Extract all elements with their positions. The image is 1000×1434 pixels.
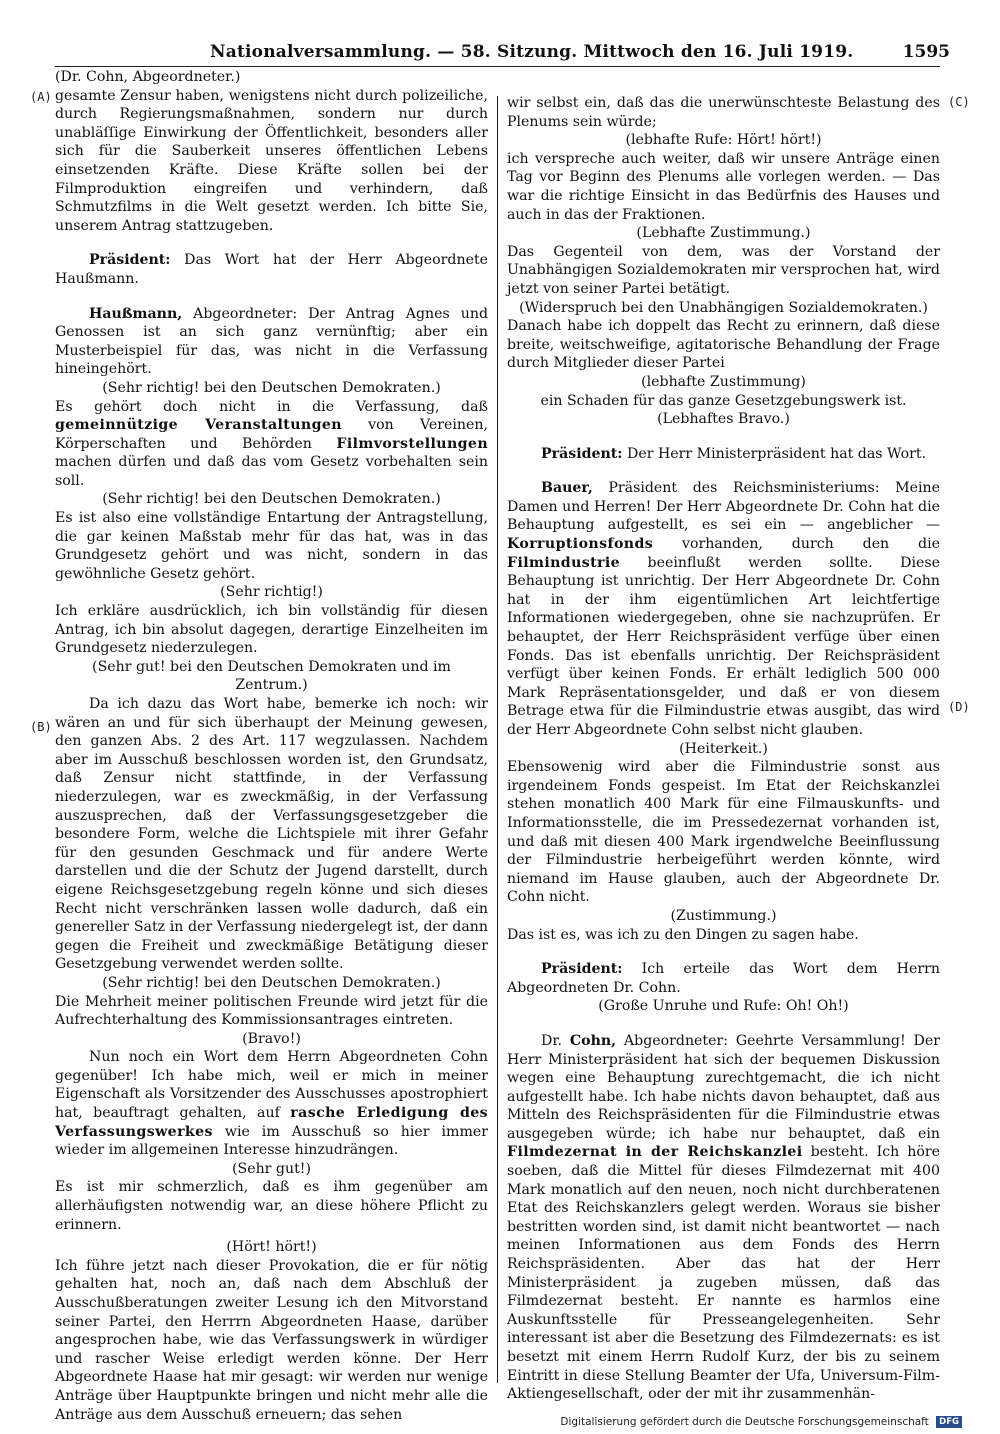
speaker-name: Präsident: [89,252,171,269]
paragraph: Das ist es, was ich zu den Dingen zu sagen habe. [507,926,859,943]
emphasis: Korruptionsfonds [507,536,654,553]
speech-paragraph [55,305,488,379]
emphasis: Filmdezernat in der Reichskanzlei [507,1144,803,1161]
paragraph: ein Schaden für das ganze Gesetzgebungswerk ist. [540,392,907,409]
text-run: wie im Ausschuß so hier immer wieder im allgemeinen Interesse hinzudrängen. [55,1123,488,1159]
text-run: besteht. Ich höre soeben, daß die Mittel für dieses Filmdezernat mit 400 Mark monatlich auf den neuen, noch nicht durchberatenen Etat des Reichskanzlers gelegt werden. Woraus sie bisher bestritten worden sind, ist damit nicht beantwortet — nach meinen Informationen aus dem Fonds des Herrn Reichspräsidenten. Aber das hat der Herr Ministerpräsident ja zugeben müssen, daß das Filmdezernat besteht. Er nannte es harmlos eine Auskunftsstelle für Presseangelegenheiten. Sehr interessant ist aber die Besetzung des Filmdezernats: es ist besetzt mit einem Herrn Rudolf Kurz, der bis zu seinem Eintritt in diese Stellung Beamter der Ufa, Universum-Film-Aktiengesellschaft, oder der mit ihr zusammenhän- [507,1144,940,1403]
margin-mark-b: (B) [30,720,52,734]
paragraph: ich verspreche auch weiter, daß wir unsere Anträge einen Tag vor Beginn des Plenums alle vorlegen werden. — Das war die richtige Einsicht in das Bedürfnis des Hauses und auch in das der Fraktionen. [507,150,940,223]
paragraph: Ebensowenig wird aber die Filmindustrie sonst aus irgendeinem Fonds gespeist. Im Etat der Reichskanzlei stehen monatlich 400 Mark für eine Filmauskunfts- und Informationsstelle, die im Pressedezernat vorhanden ist, und daß mit diesen 400 Mark irgendwelche Beeinflussung der Filmindustrie herbeigeführt werden könnte, wird niemand im Hause glauben, auch der Abgeordnete Dr. Cohn nicht. [507,759,940,906]
paragraph: Ich erkläre ausdrücklich, ich bin vollständig für diesen Antrag, ich bin absolut dagegen, derartige Einzelheiten im Grundgesetz niederzulegen. [55,603,488,657]
running-speaker-note: (Dr. Cohn, Abgeordneter.) [55,69,241,85]
speaker-name: Haußmann, [89,305,183,322]
speech-paragraph [507,479,940,739]
speech-paragraph [55,251,488,288]
interjection: (Sehr richtig! bei den Deutschen Demokraten.) [102,379,441,396]
text-run: beeinflußt werden sollte. Diese Behauptung ist unrichtig. Der Herr Abgeordnete Dr. Cohn hat in der ihm eigentümlichen Art leichtfertige Informationen wiedergegeben, ohne sie nachzuprüfen. Er behauptet, der Herr Reichspräsident verfüge über einen Fonds. Das ist ebenfalls unrichtig. Der Reichspräsident verfügt über keinen Fonds. Er erhält lediglich 500 000 Mark Repräsentationsgelder, und daß er von diesem Betrage etwa für die Filmindustrie etwas ausgibt, das wird der Herr Abgeordnete Cohn selbst nicht glauben. [507,554,940,738]
interjection: (Bravo!) [242,1030,301,1047]
paragraph [55,398,488,491]
margin-mark-a: (A) [30,90,52,104]
paragraph: Es ist mir schmerzlich, daß es ihm gegenüber am allerhäufigsten notwendig war, an diese höhere Pflicht zu erinnern. [55,1179,488,1233]
right-column [507,94,940,1404]
interjection: (Sehr richtig! bei den Deutschen Demokraten.) [102,974,441,991]
page-number: 1595 [902,42,950,62]
speaker-name: Bauer, [541,480,593,497]
paragraph: wir selbst ein, daß das die unerwünschteste Belastung des Plenums sein würde; [507,95,940,130]
paragraph [55,1048,488,1160]
paragraph: Es ist also eine vollständige Entartung der Antragstellung, die gar keinen Maßstab mehr für das hat, was in das Grundgesetz gehört und was nicht, sondern in das gewöhnliche Gesetz gehört. [55,510,488,582]
text-run: Dr. [541,1032,570,1049]
interjection: (Lebhafte Zustimmung.) [636,225,811,242]
speaker-name: Präsident: [541,961,623,978]
speech-paragraph [507,960,940,997]
text-run: Es gehört doch nicht in die Verfassung, daß [55,398,488,415]
emphasis: gemeinnützige Veranstaltungen [55,417,342,434]
interjection: (Heiterkeit.) [679,740,768,757]
text-run: von Vereinen, Körperschaften und Behörden [55,417,489,452]
text-run: Präsident des Reichsministeriums: Meine Damen und Herren! Der Herr Abgeordnete Dr. Cohn hat die Behauptung aufgestellt, es sei ein — angeblicher — [507,480,940,534]
interjection: (Zustimmung.) [670,907,777,924]
paragraph: gesamte Zensur haben, wenigstens nicht durch polizeiliche, durch Regierungsmaßnahmen, sondern nur durch unabläſſige Einwirkung der Öffentlichkeit, besonders aller sich für die Sauberkeit unseres öffentlichen Lebens einsetzenden Kräfte. Diese Kräfte sollen bei der Filmproduktion eingreifen und verhindern, daß Schmutzfilms in die Welt gesetzt werden. Ich bitte Sie, unserem Antrag stattzugeben. [55,87,488,234]
speech-paragraph [507,1032,940,1404]
text-run: vorhanden, durch den die [653,536,940,553]
footer-credit [560,1416,962,1428]
emphasis: Filmvorstellungen [336,435,488,452]
interjection: (Sehr richtig!) [220,584,323,601]
interjection: (lebhafte Zustimmung) [641,373,806,390]
interjection: (Lebhaftes Bravo.) [657,411,790,428]
page-header [210,42,950,66]
left-column [55,68,488,1424]
speech-paragraph [507,445,940,464]
header-rule [55,66,940,67]
column-divider [497,96,498,1383]
header-title: Nationalversammlung. — 58. Sitzung. Mittwoch den 16. Juli 1919. [210,42,854,62]
interjection: (Sehr gut! bei den Deutschen Demokraten und im Zentrum.) [92,658,451,694]
speech-text: Abgeordneter: Der Antrag Agnes und Genossen ist an sich ganz vernünftig; aber ein Musterbeispiel für das, was nicht in die Verfassung hineingehört. [55,305,488,378]
interjection: (Hört! hört!) [226,1239,317,1256]
paragraph: Das Gegenteil von dem, was der Vorstand der Unabhängigen Sozialdemokraten mir versprochen hat, wird jetzt von seiner Partei betätigt. [507,243,940,297]
interjection: (Widerspruch bei den Unabhängigen Sozialdemokraten.) [519,299,928,316]
margin-mark-d: (D) [948,700,970,714]
speech-text: Ich erteile das Wort dem Herrn Abgeordneten Dr. Cohn. [507,961,940,996]
interjection: (Sehr gut!) [232,1160,311,1177]
text-run: machen dürfen und daß das vom Gesetz vorbehalten sein soll. [55,454,488,489]
text-run: Abgeordneter: Geehrte Versammlung! Der Herr Ministerpräsident hat sich der bequemen Diskussion wegen eine Behauptung zurechtgemacht, die ich nicht aufgestellt habe. Ich habe nichts davon behauptet, daß aus Mitteln des Reichspräsidenten für die Filmindustrie etwas ausgegeben würde; ich habe nur behauptet, daß ein [507,1032,940,1142]
text-run: Nun noch ein Wort dem Herrn Abgeordneten Cohn gegenüber! Ich habe mich, weil er mich in meiner Eigenschaft als Vorsitzender des Ausschusses apostrophiert hat, beauftragt gehalten, auf [55,1049,488,1122]
paragraph: Ich führe jetzt nach dieser Provokation, die er für nötig gehalten hat, noch an, daß nach dem Abschluß der Ausschußberatungen zweiter Lesung ich den Mitvorstand seiner Partei, den Herrrn Abgeordneten Haase, darüber angesprochen habe, wie das Verfassungswerk in würdiger und rascher Weise erledigt werden könne. Der Herr Abgeordnete Haase hat mir gesagt: wir werden nur wenige Anträge über Hauptpunkte bringen und nicht mehr alle die Anträge aus dem Ausschuß erneuern; das sehen [55,1257,488,1423]
speech-text: Der Herr Ministerpräsident hat das Wort. [622,445,927,462]
speaker-name: Präsident: [541,445,623,462]
interjection: (lebhafte Rufe: Hört! hört!) [625,132,822,149]
margin-mark-c: (C) [948,95,970,109]
speech-text: Das Wort hat der Herr Abgeordnete Haußmann. [55,252,488,287]
footer-text: Digitalisierung gefördert durch die Deutsche Forschungsgemeinschaft [560,1416,929,1428]
paragraph: Da ich dazu das Wort habe, bemerke ich noch: wir wären an und für sich überhaupt der Meinung gewesen, den ganzen Abs. 2 des Art. 117 wegzulassen. Nachdem aber im Ausschuß beschlossen worden ist, den Grundsatz, daß Zensur nicht stattfinde, in der Verfassung niederzulegen, war es zweckmäßig, in der Verfassung auszusprechen, daß der Verfassungsgesetzgeber die besondere Form, welche die Lichtspiele mit ihrer Gefahr für den gesunden Geschmack und für andere Werte darstellen und die der Schutz der Jugend darstellt, durch eigene Reichsgesetzgebung regeln könne und sich dieses Recht nicht verschränken lassen wolle dadurch, daß ein genereller Satz in der Verfassung niedergelegt ist, der dann gegen die Freiheit und zweckmäßige Betätigung dieser Gesetzgebung verwendet werden sollte. [55,696,488,973]
interjection: (Große Unruhe und Rufe: Oh! Oh!) [598,998,849,1015]
paragraph: Danach habe ich doppelt das Recht zu erinnern, daß diese breite, weitschweifige, agitatorische Behandlung der Frage durch Mitglieder dieser Partei [507,318,940,372]
dfg-logo: DFG [936,1416,962,1428]
paragraph: Die Mehrheit meiner politischen Freunde wird jetzt für die Aufrechterhaltung des Kommissionsantrages eintreten. [55,993,488,1029]
speaker-name: Cohn, [569,1032,617,1049]
emphasis: rasche Erledigung des Verfassungswerkes [55,1105,488,1140]
interjection: (Sehr richtig! bei den Deutschen Demokraten.) [102,491,441,508]
emphasis: Filmindustrie [507,554,621,571]
